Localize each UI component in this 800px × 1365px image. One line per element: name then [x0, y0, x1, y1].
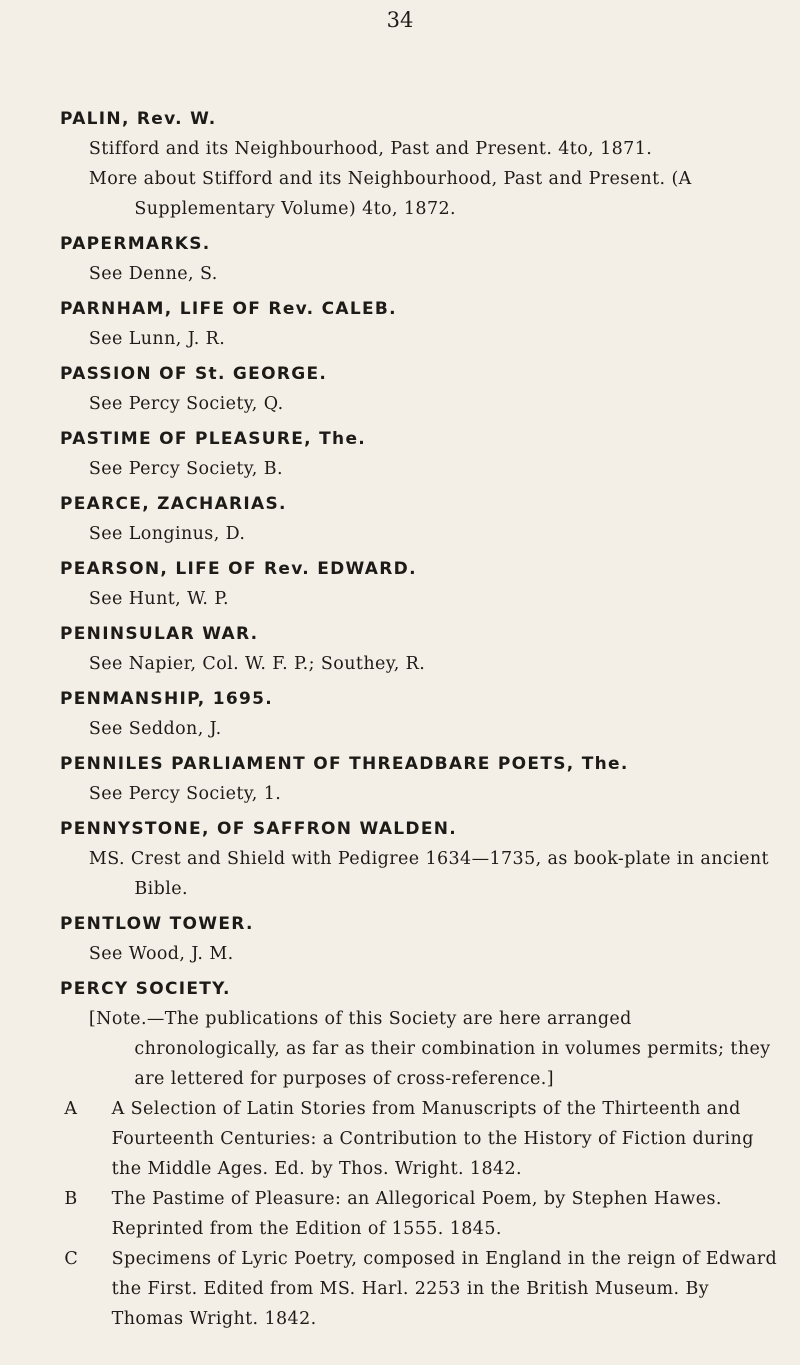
index-entry — [60, 104, 780, 224]
entry-heading: PERCY SOCIETY. — [60, 979, 231, 999]
publication-text: A Selection of Latin Stories from Manuscripts of the Thirteenth and Fourteenth Centuries: a Contribution to the History of Fiction during the Middle Ages. Ed. by Thos. Wright. 1842. — [111, 1099, 754, 1179]
entry-heading: PARNHAM, LIFE OF Rev. CALEB. — [60, 299, 397, 319]
entry-heading: PENNILES PARLIAMENT OF THREADBARE POETS, The. — [60, 754, 629, 774]
entry-line: See Napier, Col. W. F. P.; Southey, R. — [88, 654, 426, 674]
index-entry — [60, 359, 780, 419]
index-entry — [60, 489, 780, 549]
entry-heading: PEARSON, LIFE OF Rev. EDWARD. — [60, 559, 417, 579]
entry-line: MS. Crest and Shield with Pedigree 1634—1735, as book-plate in ancient Bible. — [88, 849, 769, 899]
publication-letter: C — [64, 1249, 79, 1269]
publication-item — [60, 1184, 780, 1244]
entry-line: See Percy Society, 1. — [88, 784, 282, 804]
publication-item — [60, 1244, 780, 1334]
publication-item — [60, 1094, 780, 1184]
publication-list — [60, 1094, 780, 1334]
index-entry — [60, 814, 780, 904]
entry-heading: PASSION OF St. GEORGE. — [60, 364, 328, 384]
entry-line: See Wood, J. M. — [88, 944, 234, 964]
entry-line: More about Stifford and its Neighbourhood, Past and Present. (A Supplementary Volume) 4to, 1872. — [88, 169, 692, 219]
entry-line: See Denne, S. — [88, 264, 218, 284]
index-content — [60, 104, 780, 1339]
index-entry-percy-society — [60, 974, 780, 1334]
entry-line: See Percy Society, Q. — [88, 394, 284, 414]
entry-heading: PENMANSHIP, 1695. — [60, 689, 273, 709]
publication-text: The Pastime of Pleasure: an Allegorical Poem, by Stephen Hawes. Reprinted from the Edition of 1555. 1845. — [111, 1189, 722, 1239]
entry-line: See Lunn, J. R. — [88, 329, 226, 349]
publication-text: Specimens of Lyric Poetry, composed in England in the reign of Edward the First. Edited from MS. Harl. 2253 in the British Museum. By Thomas Wright. 1842. — [111, 1249, 778, 1329]
index-entry — [60, 909, 780, 969]
entry-line: Stifford and its Neighbourhood, Past and Present. 4to, 1871. — [88, 139, 653, 159]
publication-letter: A — [64, 1099, 78, 1119]
entry-heading: PEARCE, ZACHARIAS. — [60, 494, 287, 514]
publication-letter: B — [64, 1189, 78, 1209]
index-entry — [60, 229, 780, 289]
entry-heading: PENTLOW TOWER. — [60, 914, 254, 934]
entry-heading: PASTIME OF PLEASURE, The. — [60, 429, 367, 449]
entry-line: See Longinus, D. — [88, 524, 246, 544]
index-entry — [60, 554, 780, 614]
page-number: 34 — [386, 8, 414, 32]
entry-heading: PAPERMARKS. — [60, 234, 211, 254]
entry-line: See Seddon, J. — [88, 719, 222, 739]
index-entry — [60, 424, 780, 484]
index-entries — [60, 104, 780, 969]
entry-heading: PENNYSTONE, OF SAFFRON WALDEN. — [60, 819, 458, 839]
entry-heading: PENINSULAR WAR. — [60, 624, 259, 644]
index-entry — [60, 749, 780, 809]
index-entry — [60, 684, 780, 744]
entry-heading: PALIN, Rev. W. — [60, 109, 217, 129]
entry-line: See Percy Society, B. — [88, 459, 283, 479]
index-entry — [60, 619, 780, 679]
entry-line: See Hunt, W. P. — [88, 589, 229, 609]
index-entry — [60, 294, 780, 354]
editorial-note: [Note.—The publications of this Society are here arranged chronologically, as far as their combination in volumes permits; they are lettered for purposes of cross-reference.] — [88, 1009, 771, 1089]
